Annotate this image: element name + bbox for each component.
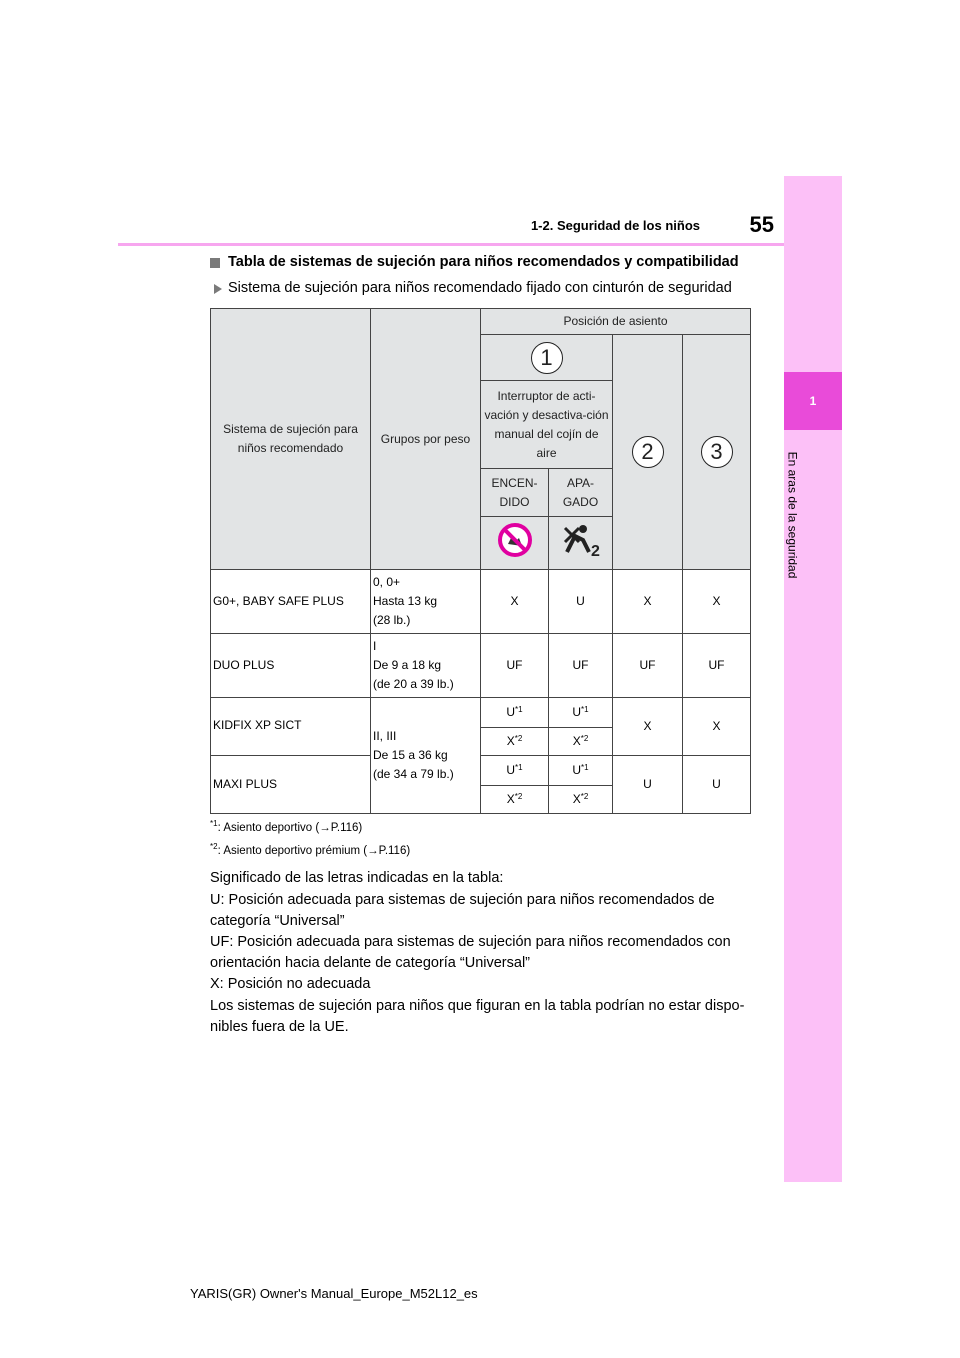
header-seat-1 bbox=[481, 335, 613, 381]
row-seat2: UF bbox=[613, 634, 683, 698]
header-airbag-on: ENCEN-DIDO bbox=[481, 469, 549, 517]
subheading-arrow-icon bbox=[214, 284, 222, 294]
section-title: 1-2. Seguridad de los niños bbox=[530, 218, 700, 233]
header-rule bbox=[118, 243, 784, 246]
row-system: G0+, BABY SAFE PLUS bbox=[211, 570, 371, 634]
header-seat-position: Posición de asiento bbox=[481, 309, 751, 335]
table-row bbox=[211, 698, 751, 728]
chapter-side-tab bbox=[784, 176, 842, 1182]
row-weight-group-ii-iii: II, III De 15 a 36 kg (de 34 a 79 lb.) bbox=[371, 698, 481, 814]
row-system-maxi: MAXI PLUS bbox=[211, 756, 371, 814]
header-airbag-off: APA-GADO bbox=[549, 469, 613, 517]
kidfix-on-a: $U^{*1}$ bbox=[481, 698, 549, 728]
row-weight-group: I De 9 a 18 kg (de 20 a 39 lb.) bbox=[371, 634, 481, 698]
compatibility-table bbox=[210, 308, 751, 814]
footnote-1: $^{*1}$: Asiento deportivo (→P.116) bbox=[210, 819, 363, 834]
heading-bullet-icon bbox=[210, 258, 220, 268]
header-airbag-switch: Interruptor de acti-vación y desactiva-ción manual del cojín de aire bbox=[481, 381, 613, 469]
maxi-on-b: $X^{*2}$ bbox=[481, 786, 549, 814]
paragraph: Los sistemas de sujeción para niños que figuran en la tabla podrían no estar dispo-nibles fuera de la UE. bbox=[210, 998, 745, 1035]
footnote-2: $^{*2}$: Asiento deportivo prémium (→P.116) bbox=[210, 842, 411, 857]
paragraph: X: Posición no adecuada bbox=[210, 976, 371, 992]
kidfix-off-b: $X^{*2}$ bbox=[549, 728, 613, 756]
airbag-off-cell bbox=[549, 517, 613, 570]
paragraph: UF: Posición adecuada para sistemas de sujeción para niños recomendados con orientación hacia delante de categoría “Universal” bbox=[210, 934, 731, 971]
table-subheading: Sistema de sujeción para niños recomendado fijado con cinturón de seguridad bbox=[228, 280, 732, 296]
kidfix-on-b: $X^{*2}$ bbox=[481, 728, 549, 756]
maxi-on-a: $U^{*1}$ bbox=[481, 756, 549, 786]
chapter-number-tab: 1 bbox=[784, 372, 842, 430]
seat-3-icon: 3 bbox=[701, 436, 733, 468]
header-weight-group: Grupos por peso bbox=[371, 309, 481, 570]
airbag-on-prohibited-cell bbox=[481, 517, 549, 570]
row-off: U bbox=[549, 570, 613, 634]
airbag-off-icon bbox=[561, 522, 601, 558]
row-system: DUO PLUS bbox=[211, 634, 371, 698]
seat-2-icon: 2 bbox=[632, 436, 664, 468]
kidfix-seat2: X bbox=[613, 698, 683, 756]
page-number: 55 bbox=[749, 212, 774, 237]
table-row bbox=[211, 756, 751, 786]
row-system-kidfix: KIDFIX XP SICT bbox=[211, 698, 371, 756]
row-seat2: X bbox=[613, 570, 683, 634]
page-footer: YARIS(GR) Owner's Manual_Europe_M52L12_es bbox=[190, 1286, 478, 1301]
airbag-on-prohibited-icon bbox=[497, 522, 533, 558]
maxi-off-a: $U^{*1}$ bbox=[549, 756, 613, 786]
paragraph: Significado de las letras indicadas en la tabla: bbox=[210, 870, 504, 886]
paragraph: U: Posición adecuada para sistemas de sujeción para niños recomendados de categoría “Universal” bbox=[210, 892, 715, 929]
maxi-seat2: U bbox=[613, 756, 683, 814]
row-on: UF bbox=[481, 634, 549, 698]
header-seat-system: Sistema de sujeción para niños recomendado bbox=[211, 309, 371, 570]
seat-1-icon: 1 bbox=[531, 342, 563, 374]
row-off: UF bbox=[549, 634, 613, 698]
row-seat3: UF bbox=[683, 634, 751, 698]
header-seat-2 bbox=[613, 335, 683, 570]
header-seat-3 bbox=[683, 335, 751, 570]
table-row bbox=[211, 634, 751, 698]
row-seat3: X bbox=[683, 570, 751, 634]
table-heading: Tabla de sistemas de sujeción para niños recomendados y compatibilidad bbox=[228, 254, 739, 270]
svg-text:2: 2 bbox=[590, 543, 600, 558]
row-weight-group: 0, 0+ Hasta 13 kg (28 lb.) bbox=[371, 570, 481, 634]
row-on: X bbox=[481, 570, 549, 634]
maxi-seat3: U bbox=[683, 756, 751, 814]
chapter-title: En aras de la seguridad bbox=[785, 451, 799, 579]
table-row bbox=[211, 570, 751, 634]
kidfix-off-a: $U^{*1}$ bbox=[549, 698, 613, 728]
kidfix-seat3: X bbox=[683, 698, 751, 756]
chapter-title-vertical bbox=[772, 440, 812, 590]
maxi-off-b: $X^{*2}$ bbox=[549, 786, 613, 814]
